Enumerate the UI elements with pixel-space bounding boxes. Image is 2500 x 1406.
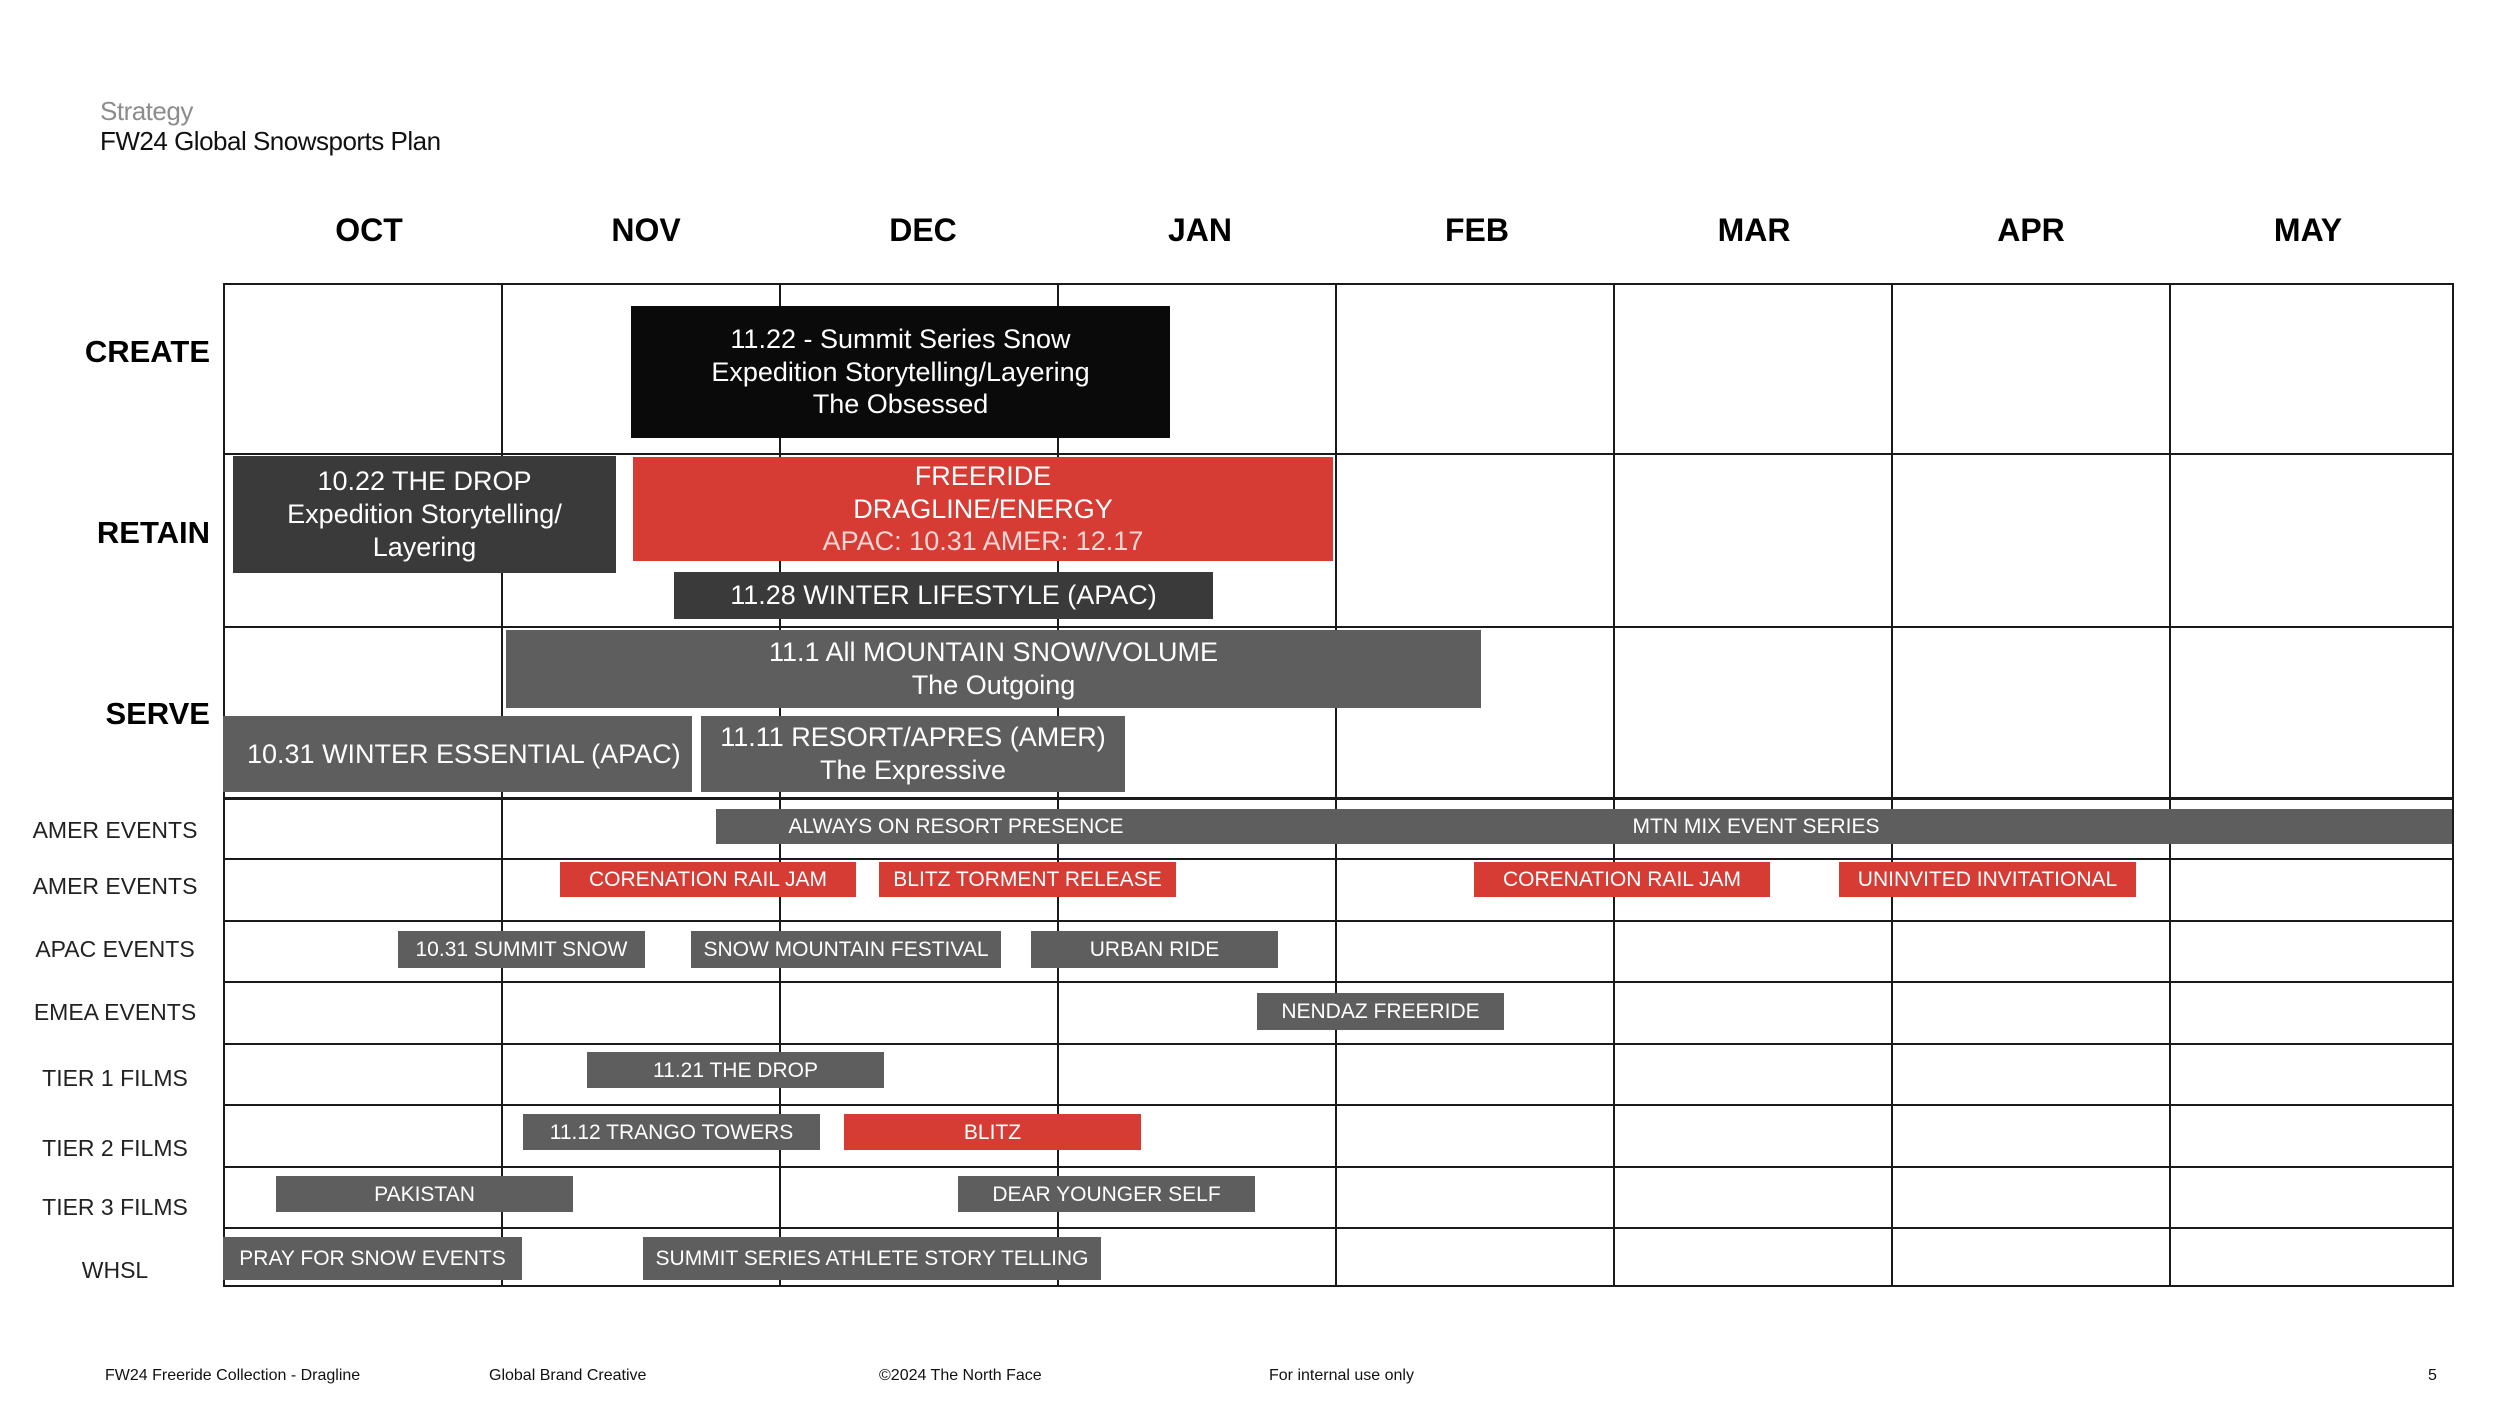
footer-team: Global Brand Creative: [489, 1367, 647, 1384]
category-create: CREATE: [84, 334, 210, 369]
event-label: URBAN RIDE: [1089, 938, 1220, 961]
campaign-the-drop[interactable]: [233, 456, 616, 573]
month-header: DEC: [889, 212, 957, 248]
grid-line: [223, 626, 2454, 628]
campaign-subtitle: DRAGLINE/ENERGY: [853, 493, 1113, 524]
grid-line: [223, 920, 2454, 922]
event-label: BLITZ TORMENT RELEASE: [893, 868, 1162, 891]
campaign-persona: The Expressive: [819, 755, 1007, 785]
campaign-dates: APAC: 10.31 AMER: 12.17: [822, 526, 1144, 557]
row-label-amer-events: AMER EVENTS: [32, 873, 198, 899]
section-kicker: Strategy: [100, 96, 193, 126]
whsl-label: SUMMIT SERIES ATHLETE STORY TELLING: [655, 1247, 1089, 1270]
film-the-drop[interactable]: [587, 1052, 884, 1088]
film-label: PAKISTAN: [374, 1182, 475, 1206]
film-trango-towers[interactable]: [523, 1114, 820, 1150]
event-label: CORENATION RAIL JAM: [1502, 868, 1742, 891]
event-label: NENDAZ FREERIDE: [1281, 1000, 1480, 1023]
whsl-label: PRAY FOR SNOW EVENTS: [239, 1247, 506, 1270]
event-corenation-rail-jam[interactable]: [560, 862, 856, 897]
event-label: SNOW MOUNTAIN FESTIVAL: [703, 938, 989, 961]
campaign-persona: The Outgoing: [911, 670, 1076, 700]
row-label-emea-events: EMEA EVENTS: [33, 999, 197, 1025]
month-header: JAN: [1167, 212, 1232, 248]
row-label-apac-events: APAC EVENTS: [35, 936, 195, 962]
footer-notice: For internal use only: [1269, 1367, 1414, 1384]
month-header: MAY: [2273, 212, 2343, 248]
event-nendaz-freeride[interactable]: [1257, 993, 1504, 1030]
campaign-subtitle: Expedition Storytelling/: [287, 499, 562, 530]
grid-line: [223, 797, 2454, 800]
campaign-title: 10.31 WINTER ESSENTIAL (APAC): [247, 738, 681, 769]
grid-line: [1335, 283, 1337, 1287]
month-header: NOV: [611, 212, 681, 248]
event-always-on[interactable]: [716, 809, 1196, 844]
campaign-title: 11.11 RESORT/APRES (AMER): [720, 722, 1106, 753]
row-label-amer-events: AMER EVENTS: [32, 817, 198, 843]
footer-copyright: ©2024 The North Face: [879, 1367, 1042, 1384]
event-label: UNINVITED INVITATIONAL: [1857, 868, 2118, 891]
campaign-title: 10.22 THE DROP: [317, 466, 532, 497]
whsl-athlete-story-telling[interactable]: [643, 1237, 1101, 1280]
campaign-title: 11.28 WINTER LIFESTYLE (APAC): [730, 580, 1157, 611]
campaign-persona: The Obsessed: [812, 389, 989, 420]
campaign-freeride-dragline[interactable]: [633, 457, 1333, 561]
page-title: FW24 Global Snowsports Plan: [100, 126, 441, 156]
row-label-tier3-films: TIER 3 FILMS: [42, 1194, 188, 1220]
category-serve: SERVE: [105, 696, 210, 731]
grid-line: [223, 283, 2454, 285]
event-label: MTN MIX EVENT SERIES: [1632, 815, 1880, 838]
event-urban-ride[interactable]: [1031, 931, 1278, 968]
campaign-subtitle: Layering: [372, 531, 477, 562]
grid-line: [223, 1285, 2454, 1287]
film-label: DEAR YOUNGER SELF: [992, 1182, 1221, 1206]
grid-line: [2169, 283, 2171, 1287]
page-number: 5: [2428, 1367, 2437, 1384]
event-blitz-torment[interactable]: [879, 862, 1176, 897]
grid-line: [223, 981, 2454, 983]
campaign-title: 11.1 All MOUNTAIN SNOW/VOLUME: [768, 637, 1219, 668]
event-label: ALWAYS ON RESORT PRESENCE: [788, 815, 1124, 838]
event-summit-snow[interactable]: [398, 931, 645, 968]
film-label: BLITZ: [963, 1120, 1022, 1144]
film-label: 11.21 THE DROP: [653, 1058, 818, 1082]
month-header: FEB: [1445, 212, 1509, 248]
row-label-tier2-films: TIER 2 FILMS: [42, 1135, 188, 1161]
grid-line: [223, 1227, 2454, 1229]
campaign-winter-lifestyle[interactable]: [674, 572, 1213, 619]
grid-line: [1613, 283, 1615, 1287]
row-label-tier1-films: TIER 1 FILMS: [42, 1065, 188, 1091]
film-pakistan[interactable]: [276, 1176, 573, 1212]
category-retain: RETAIN: [96, 515, 210, 550]
film-blitz[interactable]: [844, 1114, 1141, 1150]
row-label-whsl: WHSL: [81, 1257, 149, 1283]
event-mtn-mix[interactable]: [1500, 809, 2012, 844]
grid-line: [1891, 283, 1893, 1287]
campaign-all-mountain[interactable]: [506, 630, 1481, 708]
grid-line: [223, 858, 2454, 860]
grid-line: [223, 1043, 2454, 1045]
campaign-title: FREERIDE: [914, 460, 1052, 491]
grid-line: [223, 453, 2454, 455]
event-corenation-rail-jam[interactable]: [1474, 862, 1770, 897]
month-header: MAR: [1717, 212, 1791, 248]
event-uninvited-invitational[interactable]: [1839, 862, 2136, 897]
campaign-resort-apres[interactable]: [701, 716, 1125, 792]
event-label: CORENATION RAIL JAM: [588, 868, 828, 891]
event-label: 10.31 SUMMIT SNOW: [415, 938, 628, 961]
month-header: OCT: [335, 212, 403, 248]
campaign-summit-series[interactable]: [631, 306, 1170, 438]
grid-line: [223, 1166, 2454, 1168]
event-snow-mountain-festival[interactable]: [691, 931, 1001, 968]
grid-line: [223, 1104, 2454, 1106]
film-label: 11.12 TRANGO TOWERS: [549, 1120, 794, 1144]
campaign-winter-essential[interactable]: [223, 716, 692, 792]
month-header: APR: [1997, 212, 2065, 248]
grid-line: [2452, 283, 2454, 1287]
footer-collection: FW24 Freeride Collection - Dragline: [105, 1367, 361, 1384]
campaign-subtitle: Expedition Storytelling/Layering: [711, 356, 1090, 387]
film-dear-younger-self[interactable]: [958, 1176, 1255, 1212]
campaign-title: 11.22 - Summit Series Snow: [730, 323, 1071, 354]
whsl-pray-for-snow[interactable]: [223, 1237, 522, 1280]
